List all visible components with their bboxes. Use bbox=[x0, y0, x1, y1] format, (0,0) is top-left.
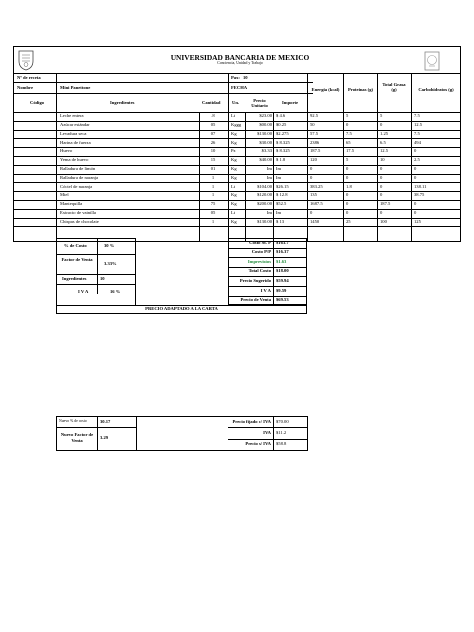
summary-label: Imprevistos bbox=[247, 258, 271, 264]
col-unit: Un. bbox=[232, 100, 240, 105]
row-divider bbox=[13, 226, 461, 227]
cell-fat: 12.5 bbox=[380, 148, 389, 154]
cell-fat: 0 bbox=[380, 210, 383, 215]
cell-energy: 2386 bbox=[310, 139, 320, 145]
fixed-price-value: $70.00 bbox=[276, 419, 289, 424]
cell-qty: 26 bbox=[210, 139, 216, 145]
cell-amount: $ 13 bbox=[276, 218, 285, 224]
cost-pct-label: % de Costo bbox=[64, 243, 87, 248]
cell-price: $130.00 bbox=[257, 218, 272, 224]
cell-energy: 50 bbox=[310, 122, 315, 127]
cell-qty: 01 bbox=[210, 166, 216, 171]
cell-unit: Kggg bbox=[231, 122, 242, 127]
new-cost-label: Nuevo % de costo bbox=[59, 419, 87, 423]
cell-ing: Leche entera bbox=[60, 113, 84, 119]
cell-ing: Ralladura de naranja bbox=[60, 174, 99, 180]
cell-amount: $2.275 bbox=[276, 130, 289, 136]
cell-unit: Kg bbox=[231, 157, 237, 163]
cell-qty: 10 bbox=[210, 148, 216, 154]
summary-label: Costo P/P bbox=[251, 249, 271, 255]
cell-protein: 7.5 bbox=[346, 130, 352, 136]
cell-price: Im bbox=[266, 166, 272, 171]
cell-protein: 5 bbox=[346, 157, 349, 163]
cell-fat: 0 bbox=[380, 122, 383, 127]
cell-qty: 1 bbox=[211, 183, 215, 189]
row-divider bbox=[13, 147, 461, 148]
col-energy: Energía (kcal) bbox=[311, 87, 340, 92]
cell-fat: 0 bbox=[380, 166, 383, 171]
cell-protein: 25 bbox=[346, 218, 351, 224]
iva-value: 16 % bbox=[110, 289, 121, 294]
cell-unit: Kg bbox=[231, 201, 237, 207]
cell-fat: 187.5 bbox=[380, 201, 391, 207]
cell-amount: $ 8.325 bbox=[276, 139, 290, 145]
cell-price: Im bbox=[266, 210, 272, 215]
cell-price: $3.33 bbox=[261, 148, 272, 154]
cell-qty: 1 bbox=[211, 218, 215, 224]
new-factor-value: 3.29 bbox=[100, 435, 109, 440]
cell-price: $200.00 bbox=[257, 201, 272, 207]
cell-carbs: 7.5 bbox=[414, 130, 420, 136]
col-unit-price: Precio Unitario bbox=[251, 98, 268, 109]
cell-amount: Im bbox=[276, 166, 282, 171]
cell-qty: 1 bbox=[211, 174, 215, 180]
name-label: Nombre bbox=[17, 85, 33, 90]
cell-carbs: 494 bbox=[414, 139, 421, 145]
cell-fat: 0 bbox=[380, 174, 383, 180]
cell-energy: 187.5 bbox=[310, 148, 321, 154]
cell-ing: Huevo bbox=[60, 148, 73, 154]
cell-protein: 17.5 bbox=[346, 148, 355, 154]
cell-unit: Kg bbox=[231, 166, 237, 171]
cell-amount: $26.15 bbox=[276, 183, 289, 189]
cell-qty: 15 bbox=[210, 157, 216, 163]
cell-carbs: 125 bbox=[414, 218, 421, 224]
new-iva-value: $11.2 bbox=[276, 430, 287, 435]
cell-ing: Harina de fuerza bbox=[60, 139, 91, 145]
date-label: FECHA bbox=[231, 85, 248, 90]
cell-ing: Cóctel de naranja bbox=[60, 183, 93, 189]
pax-label: Pax: bbox=[231, 75, 240, 80]
summary-label: Precio de Venta bbox=[240, 297, 271, 303]
summary-value: $59.94 bbox=[276, 278, 289, 283]
cell-unit: Pz bbox=[231, 148, 236, 154]
cell-qty: 05 bbox=[210, 210, 216, 215]
price-no-iva-value: $58.8 bbox=[276, 441, 287, 446]
summary-value: $1.63 bbox=[276, 258, 287, 264]
cell-price: $30.00 bbox=[259, 139, 272, 145]
row-divider bbox=[13, 191, 461, 192]
seal-icon bbox=[424, 51, 440, 71]
col-ingredients: Ingredientes bbox=[110, 100, 135, 105]
cell-carbs: 0 bbox=[414, 210, 417, 215]
cell-fat: 6.5 bbox=[380, 139, 386, 145]
cell-protein: 0 bbox=[346, 201, 349, 207]
cell-carbs: 0 bbox=[414, 201, 417, 207]
cell-ing: Miel bbox=[60, 192, 69, 198]
cell-price: $40.00 bbox=[259, 157, 272, 163]
cell-energy: 0 bbox=[310, 166, 313, 171]
sale-factor-label: Factor de Venta bbox=[61, 257, 93, 262]
cell-ing: Mantequilla bbox=[60, 201, 83, 207]
recipe-number-label: Nº de receta bbox=[17, 75, 41, 80]
col-protein: Proteínas (g) bbox=[347, 87, 374, 92]
cell-fat: 1.25 bbox=[380, 130, 389, 136]
cell-ing: Chispas de chocolate bbox=[60, 218, 99, 224]
cell-protein: 5 bbox=[346, 113, 349, 119]
ingredients-count-label: Ingredientes bbox=[62, 276, 87, 281]
fixed-price-label: Precio fijado c/ IVA bbox=[232, 419, 271, 424]
cell-protein: 0 bbox=[346, 210, 349, 215]
cell-fat: 10 bbox=[380, 157, 385, 163]
university-motto: Conciencia, Unidad y Trabajo bbox=[217, 61, 263, 65]
cell-unit: Kg bbox=[231, 174, 237, 180]
cell-price: Im bbox=[266, 174, 272, 180]
cell-fat: 100 bbox=[380, 218, 387, 224]
cell-carbs: 2.5 bbox=[414, 157, 420, 163]
university-title: UNIVERSIDAD BANCARIA DE MEXICO bbox=[170, 53, 310, 62]
cell-amount: $52.5 bbox=[276, 201, 287, 207]
cell-ing: Extracto de vainilla bbox=[60, 210, 96, 215]
cell-ing: Levadura seca bbox=[60, 130, 87, 136]
col-quantity: Cantidad bbox=[202, 100, 221, 105]
new-iva-label: IVA bbox=[263, 430, 271, 435]
cell-price: $104.00 bbox=[257, 183, 272, 189]
cost-pct-value: 30 % bbox=[104, 243, 115, 248]
summary-value: $16.37 bbox=[276, 249, 289, 255]
new-cost-value: 30.17 bbox=[100, 419, 111, 424]
cell-protein: 0 bbox=[346, 174, 349, 180]
cell-unit: Kg bbox=[231, 192, 237, 198]
cell-fat: 0 bbox=[380, 192, 383, 198]
cell-qty: 05 bbox=[210, 122, 216, 127]
cell-ing: Azúcar estándar bbox=[60, 122, 90, 127]
pax-value: 10 bbox=[243, 75, 248, 80]
iva-label: I V A bbox=[78, 289, 89, 294]
cell-protein: 1.8 bbox=[346, 183, 352, 189]
recipe-name: Mini Panettone bbox=[60, 85, 91, 90]
cell-fat: 5 bbox=[380, 113, 383, 119]
new-factor-label: Nuevo Factor de Venta bbox=[60, 432, 94, 443]
cell-price: $23.00 bbox=[259, 113, 272, 119]
summary-value: $163.7 bbox=[276, 239, 289, 245]
cell-carbs: 38.75 bbox=[414, 192, 425, 198]
cell-qty: 07 bbox=[210, 130, 216, 136]
col-carbs: Carbohidratos (g) bbox=[418, 87, 454, 92]
cell-unit: Lt bbox=[231, 113, 236, 119]
cell-ing: Yema de huevo bbox=[60, 157, 89, 163]
ingredients-count-value: 10 bbox=[100, 276, 105, 281]
cell-fat: 0 bbox=[380, 183, 383, 189]
cell-energy: 92.5 bbox=[310, 113, 319, 119]
cell-qty: .8 bbox=[211, 113, 215, 119]
cell-protein: 65 bbox=[346, 139, 351, 145]
cell-carbs: 0 bbox=[414, 148, 417, 154]
cell-energy: 383.25 bbox=[310, 183, 323, 189]
sale-factor-value: 3.33% bbox=[104, 261, 117, 266]
cell-carbs: 7.5 bbox=[414, 113, 420, 119]
summary-divider bbox=[228, 286, 307, 287]
cell-price: $130.00 bbox=[257, 130, 272, 136]
cell-price: $00.00 bbox=[259, 122, 272, 127]
summary-label: Costo M. P bbox=[249, 239, 271, 245]
cell-amount: $ 12.8 bbox=[276, 192, 288, 198]
cell-protein: 0 bbox=[346, 166, 349, 171]
university-logo-icon bbox=[17, 49, 35, 71]
cell-unit: Lt bbox=[231, 183, 236, 189]
cell-energy: 57.5 bbox=[310, 130, 319, 136]
cell-unit: Kg bbox=[231, 130, 237, 136]
price-no-iva-label: Precio s/ IVA bbox=[245, 441, 271, 446]
col-amount: Importe bbox=[282, 100, 299, 105]
cell-amount: Im bbox=[276, 174, 282, 180]
summary-label: I V A bbox=[260, 287, 271, 293]
cell-ing: Ralladura de limón bbox=[60, 166, 96, 171]
cell-energy: 120 bbox=[310, 157, 317, 163]
cell-amount: Im bbox=[276, 210, 282, 215]
cell-protein: 0 bbox=[346, 192, 349, 198]
summary-value: $69.53 bbox=[276, 297, 289, 303]
cell-qty: 1 bbox=[211, 192, 215, 198]
cell-unit: Kg bbox=[231, 139, 237, 145]
col-fat: Total Grasa (g) bbox=[382, 82, 406, 93]
cell-carbs: 0 bbox=[414, 174, 417, 180]
cell-carbs: 0 bbox=[414, 166, 417, 171]
cell-amount: $0.25 bbox=[276, 122, 287, 127]
summary-value: $18.00 bbox=[276, 268, 289, 274]
adapted-price-title: PRECIO ADAPTADO A LA CARTA bbox=[145, 306, 218, 311]
cell-energy: 0 bbox=[310, 174, 313, 180]
cell-unit: Lt bbox=[231, 210, 236, 215]
summary-label: Precio Sugerido bbox=[239, 278, 271, 283]
summary-label: Total Costo bbox=[248, 268, 271, 274]
cell-qty: 75 bbox=[210, 201, 216, 207]
cell-energy: 135 bbox=[310, 192, 317, 198]
cell-energy: 0 bbox=[310, 210, 313, 215]
cell-unit: Kg bbox=[231, 218, 237, 224]
summary-value: $9.59 bbox=[276, 287, 287, 293]
cell-carbs: 138.11 bbox=[414, 183, 427, 189]
cell-protein: 0 bbox=[346, 122, 349, 127]
cell-price: $120.00 bbox=[257, 192, 272, 198]
cell-energy: 1450 bbox=[310, 218, 320, 224]
cell-amount: $ 1.8 bbox=[276, 157, 286, 163]
col-code: Código bbox=[30, 100, 45, 105]
cell-amount: $ 4.6 bbox=[276, 113, 286, 119]
cell-energy: 1687.5 bbox=[310, 201, 323, 207]
cell-amount: $ 8.325 bbox=[276, 148, 290, 154]
cell-carbs: 12.5 bbox=[414, 122, 423, 127]
